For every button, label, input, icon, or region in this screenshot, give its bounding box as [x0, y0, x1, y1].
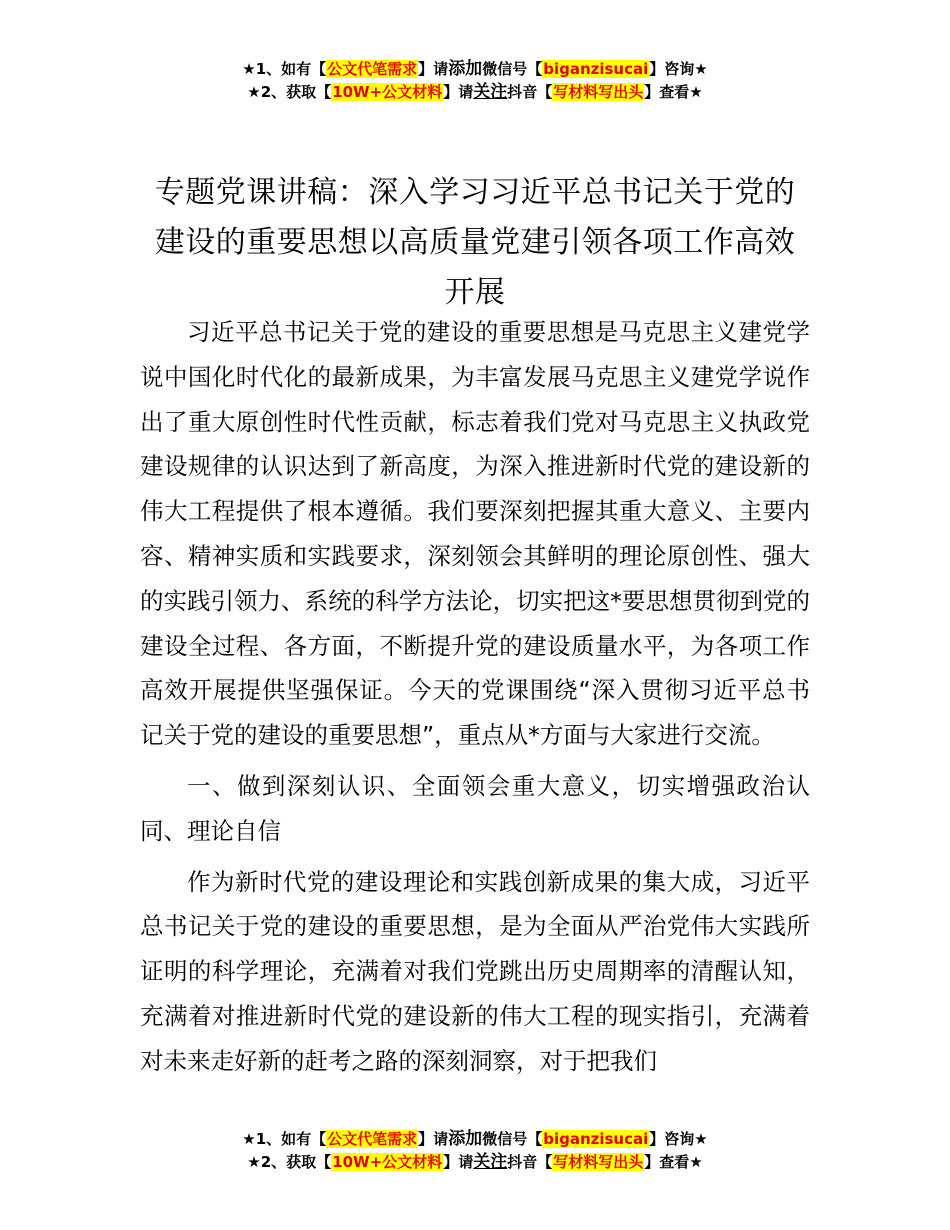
body-paragraph: 作为新时代党的建设理论和实践创新成果的集大成，习近平总书记关于党的建设的重要思想，是为全面从严治党伟大实践所证明的科学理论，充满着对我们党跳出历史周期率的清醒认知，充满着对推进新时代党的建设新的伟大工程的现实指引，充满着对未来走好新的赶考之路的深刻洞察，对于把我们	[140, 867, 810, 1075]
body-paragraph: 习近平总书记关于党的建设的重要思想是马克思主义建党学说中国化时代化的最新成果，为丰富发展马克思主义建党学说作出了重大原创性时代性贡献，标志着我们党对马克思主义执政党建设规律的认识达到了新高度，为深入推进新时代党的建设新的伟大工程提供了根本遵循。我们要深刻把握其重大意义、主要内容、精神实质和实践要求，深刻领会其鲜明的理论原创性、强大的实践引领力、系统的科学方法论，切实把这*要思想贯彻到党的建设全过程、各方面，不断提升党的建设质量水平，为各项工作高效开展提供坚强保证。今天的党课围绕“深入贯彻习近平总书记关于党的建设的重要思想”，重点从*方面与大家进行交流。	[140, 318, 810, 750]
promo-text: 微信号【	[482, 60, 543, 78]
document-body	[140, 310, 810, 1090]
promo-douyin-id: 写材料写出头	[553, 83, 644, 101]
promo-text: ★2、获取【	[247, 1153, 332, 1171]
promo-footer	[0, 1128, 950, 1174]
document-title: 专题党课讲稿：深入学习习近平总书记关于党的建设的重要思想以高质量党建引领各项工作高效开展	[154, 175, 796, 310]
promo-text: ★1、如有【	[242, 60, 327, 78]
section-heading: 一、做到深刻认识、全面领会重大意义，切实增强政治认同、理论自信	[140, 771, 810, 845]
promo-highlight: 公文代笔需求	[327, 60, 418, 78]
promo-emphasis: 关注	[473, 1152, 508, 1172]
promo-text: 】请	[443, 1153, 474, 1171]
promo-text: 微信号【	[482, 1130, 543, 1148]
promo-line-2	[0, 81, 950, 104]
promo-highlight: 公文代笔需求	[327, 1130, 418, 1148]
promo-line-2	[0, 1151, 950, 1174]
promo-wechat-id: biganzisucai	[543, 60, 649, 78]
promo-line-1	[0, 58, 950, 81]
promo-emphasis: 添加	[448, 59, 483, 79]
promo-text: 】查看★	[644, 83, 703, 101]
promo-highlight: 10W+公文材料	[332, 1153, 443, 1171]
promo-text: 】请	[443, 83, 474, 101]
promo-text: 】咨询★	[649, 1130, 708, 1148]
promo-text: 】请	[418, 60, 449, 78]
promo-highlight: 10W+公文材料	[332, 83, 443, 101]
promo-text: 】咨询★	[649, 60, 708, 78]
promo-text: ★2、获取【	[247, 83, 332, 101]
promo-text: ★1、如有【	[242, 1130, 327, 1148]
promo-wechat-id: biganzisucai	[543, 1130, 649, 1148]
promo-text: 抖音【	[507, 1153, 553, 1171]
promo-text: 】查看★	[644, 1153, 703, 1171]
promo-line-1	[0, 1128, 950, 1151]
promo-text: 】请	[418, 1130, 449, 1148]
promo-text: 抖音【	[507, 83, 553, 101]
promo-emphasis: 关注	[473, 82, 508, 102]
promo-douyin-id: 写材料写出头	[553, 1153, 644, 1171]
promo-emphasis: 添加	[448, 1129, 483, 1149]
promo-header	[0, 58, 950, 104]
